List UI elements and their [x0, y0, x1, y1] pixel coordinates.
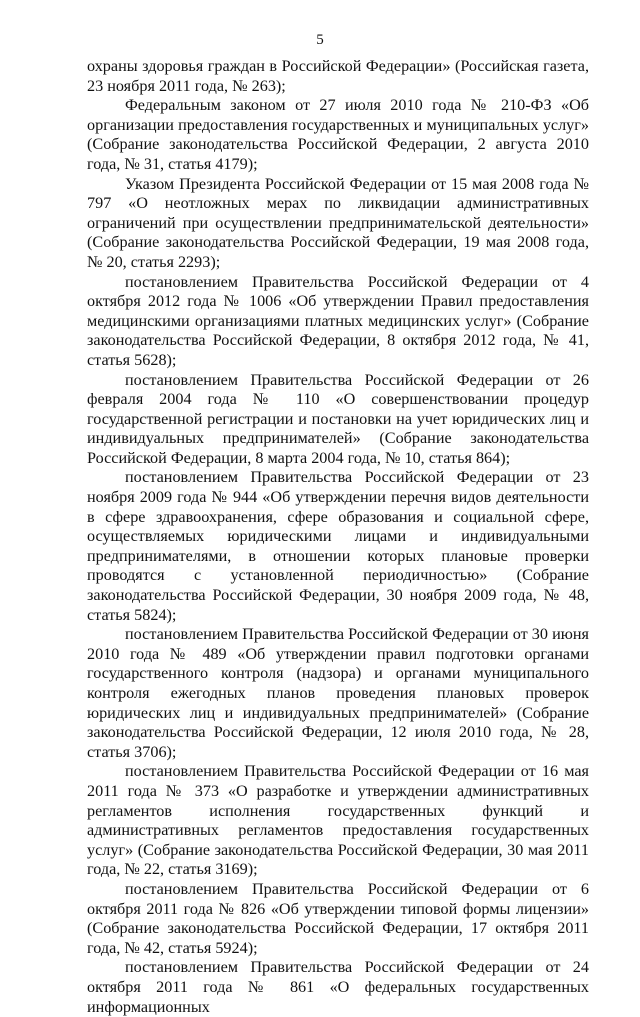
page-number: 5	[316, 32, 324, 48]
paragraph-resolution-826: постановлением Правительства Российской Федерации от 6 октября 2011 года № 826 «Об утверждении типовой формы лицензии» (Собрание законодательства Российской Федерации, 17 октября 2011 года, № 42, статья 5924);	[87, 879, 589, 957]
paragraph-resolution-1006: постановлением Правительства Российской Федерации от 4 октября 2012 года № 1006 «Об утверждении Правил предоставления медицинскими организациями платных медицинских услуг» (Собрание законодательства Российской Федерации, 8 октября 2012 года, № 41, статья 5628);	[87, 272, 589, 369]
paragraph-continuation: охраны здоровья граждан в Российской Федерации» (Российская газета, 23 ноября 2011 года, № 263);	[87, 57, 589, 95]
paragraph-resolution-373: постановлением Правительства Российской Федерации от 16 мая 2011 года № 373 «О разработке и утверждении административных регламентов исполнения государственных функций и административных регламентов предоставления государственных услуг» (Собрание законодательства Российской Федерации, 30 мая 2011 года, № 22, статья 3169);	[87, 762, 589, 879]
document-body	[87, 57, 589, 1017]
paragraph-resolution-861: постановлением Правительства Российской Федерации от 24 октября 2011 года № 861 «О федеральных государственных информационных	[87, 958, 589, 1016]
paragraph-resolution-489: постановлением Правительства Российской Федерации от 30 июня 2010 года № 489 «Об утверждении правил подготовки органами государственного контроля (надзора) и органами муниципального контроля ежегодных планов проведения плановых проверок юридических лиц и индивидуальных предпринимателей» (Собрание законодательства Российской Федерации, 12 июля 2010 года, № 28, статья 3706);	[87, 625, 589, 761]
paragraph-presidential-decree-797: Указом Президента Российской Федерации от 15 мая 2008 года № 797 «О неотложных мерах по ликвидации административных ограничений при осуществлении предпринимательской деятельности» (Собрание законодательства Российской Федерации, 19 мая 2008 года, № 20, статья 2293);	[87, 174, 589, 271]
paragraph-resolution-110: постановлением Правительства Российской Федерации от 26 февраля 2004 года № 110 «О совершенствовании процедур государственной регистрации и постановки на учет юридических лиц и индивидуальных предпринимателей» (Собрание законодательства Российской Федерации, 8 марта 2004 года, № 10, статья 864);	[87, 370, 589, 467]
paragraph-federal-law-210: Федеральным законом от 27 июля 2010 года № 210-ФЗ «Об организации предоставления государственных и муниципальных услуг» (Собрание законодательства Российской Федерации, 2 августа 2010 года, № 31, статья 4179);	[87, 96, 589, 173]
paragraph-resolution-944: постановлением Правительства Российской Федерации от 23 ноября 2009 года № 944 «Об утверждении перечня видов деятельности в сфере здравоохранения, сфере образования и социальной сфере, осуществляемых юридическими лицами и индивидуальными предпринимателями, в отношении которых плановые проверки проводятся с установленной периодичностью» (Собрание законодательства Российской Федерации, 30 ноября 2009 года, № 48, статья 5824);	[87, 468, 589, 624]
